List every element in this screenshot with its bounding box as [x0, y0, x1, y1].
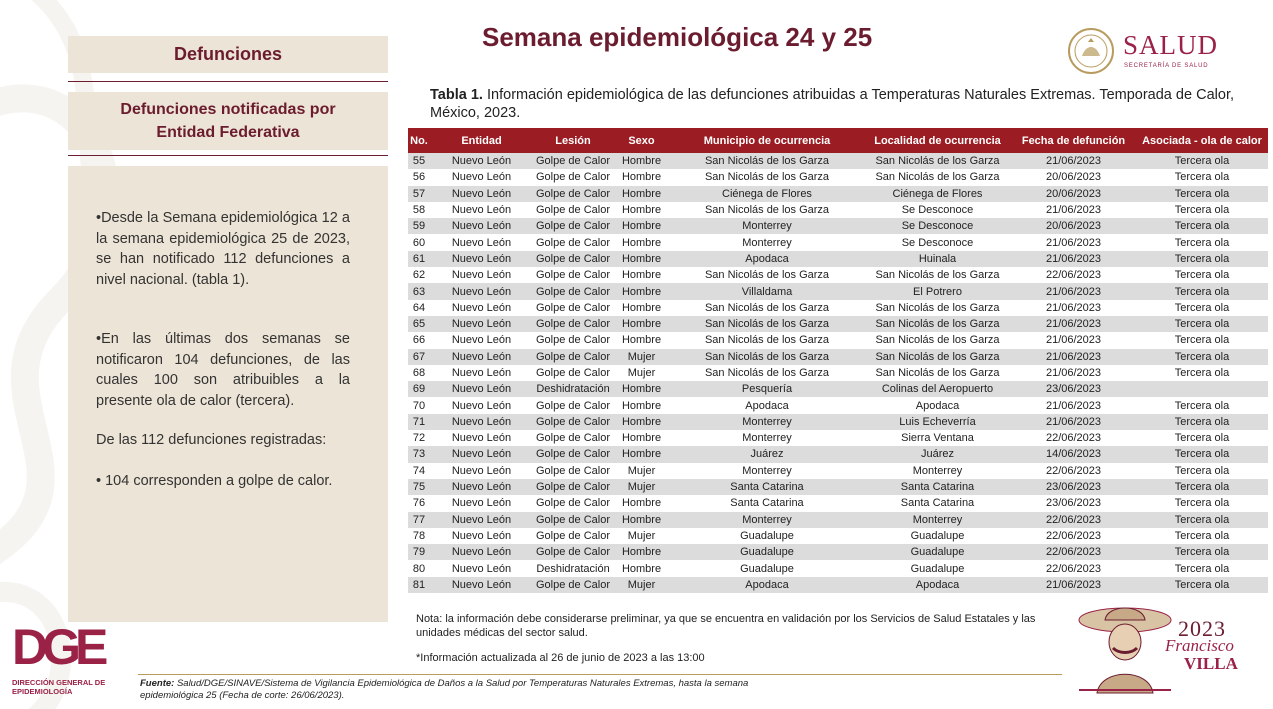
- table-cell: Tercera ola: [1174, 399, 1230, 412]
- table-row: [408, 495, 1268, 511]
- table-cell: Nuevo León: [451, 269, 512, 282]
- table-row: [408, 300, 1268, 316]
- table-cell: Mujer: [627, 464, 656, 477]
- table-cell: Golpe de Calor: [536, 529, 610, 542]
- table-cell: Hombre: [621, 236, 662, 249]
- table-cell: Golpe de Calor: [536, 513, 610, 526]
- table-cell: Golpe de Calor: [536, 432, 610, 445]
- table-cell: 57: [412, 187, 426, 200]
- table-cell: Monterrey: [742, 464, 792, 477]
- table-cell: Nuevo León: [451, 285, 512, 298]
- table-cell: Hombre: [621, 187, 662, 200]
- table-cell: Villaldama: [741, 285, 793, 298]
- table-cell: Nuevo León: [451, 399, 512, 412]
- table-cell: San Nicolás de los Garza: [704, 204, 830, 217]
- table-cell: Apodaca: [745, 578, 789, 591]
- table-cell: Mujer: [627, 578, 656, 591]
- table-cell: 64: [412, 301, 426, 314]
- table-cell: Se Desconoce: [901, 236, 974, 249]
- table-cell: Nuevo León: [451, 236, 512, 249]
- table-cell: 67: [412, 350, 426, 363]
- table-cell: Guadalupe: [740, 529, 794, 542]
- table-cell: Deshidratación: [536, 383, 610, 396]
- table-cell: Juárez: [920, 448, 955, 461]
- table-cell: Tercera ola: [1174, 562, 1230, 575]
- table-cell: 23/06/2023: [1045, 481, 1102, 494]
- table-row: [408, 544, 1268, 560]
- table-row: [408, 397, 1268, 413]
- table-cell: 61: [412, 252, 426, 265]
- table-row: [408, 251, 1268, 267]
- table-cell: San Nicolás de los Garza: [704, 269, 830, 282]
- villa-logo-last: VILLA: [1184, 654, 1238, 673]
- table-cell: Ciénega de Flores: [892, 187, 983, 200]
- footer-divider: [138, 674, 1062, 675]
- table-cell: Golpe de Calor: [536, 481, 610, 494]
- table-header-cell: Asociada - ola de calor: [1142, 134, 1262, 147]
- table-cell: 20/06/2023: [1045, 171, 1102, 184]
- dge-logo: DGE: [12, 619, 103, 675]
- table-cell: 21/06/2023: [1045, 252, 1102, 265]
- table-cell: San Nicolás de los Garza: [875, 334, 1000, 347]
- table-cell: 22/06/2023: [1045, 562, 1102, 575]
- table-cell: Nuevo León: [451, 546, 512, 559]
- table-row: [408, 316, 1268, 332]
- table-cell: Guadalupe: [910, 546, 965, 559]
- table-cell: 23/06/2023: [1045, 383, 1102, 396]
- table-body: [408, 153, 1268, 593]
- table-cell: Tercera ola: [1174, 155, 1230, 168]
- table-cell: 22/06/2023: [1045, 546, 1102, 559]
- table-cell: 22/06/2023: [1045, 513, 1102, 526]
- table-cell: Apodaca: [745, 399, 789, 412]
- salud-logo-subtext: SECRETARÍA DE SALUD: [1124, 63, 1209, 69]
- table-cell: Mujer: [627, 350, 656, 363]
- table-row: [408, 234, 1268, 250]
- table-row: [408, 577, 1268, 593]
- table-cell: Hombre: [621, 285, 662, 298]
- table-cell: Golpe de Calor: [536, 367, 610, 379]
- table-cell: Guadalupe: [740, 562, 794, 575]
- table-cell: Se Desconoce: [901, 220, 974, 233]
- villa-logo-year: 2023: [1178, 616, 1226, 641]
- table-cell: Golpe de Calor: [536, 399, 610, 412]
- table-cell: Hombre: [621, 415, 662, 428]
- table-cell: Santa Catarina: [730, 481, 804, 494]
- table-cell: Hombre: [621, 252, 662, 265]
- table-cell: San Nicolás de los Garza: [875, 350, 1000, 363]
- table-caption: [430, 86, 1234, 122]
- table-cell: 23/06/2023: [1045, 497, 1102, 510]
- table-cell: Santa Catarina: [900, 497, 975, 510]
- table-cell: Golpe de Calor: [536, 334, 610, 347]
- table-cell: Guadalupe: [910, 529, 965, 542]
- page-title: Semana epidemiológica 24 y 25: [482, 22, 873, 52]
- table-cell: Monterrey: [912, 513, 963, 526]
- table-cell: 22/06/2023: [1045, 529, 1102, 542]
- table-cell: Nuevo León: [451, 350, 512, 363]
- table-row: [408, 186, 1268, 202]
- table-row: [408, 218, 1268, 234]
- table-cell: Nuevo León: [451, 497, 512, 510]
- table-cell: Monterrey: [742, 236, 792, 249]
- table-cell: Golpe de Calor: [536, 546, 610, 559]
- table-cell: 21/06/2023: [1045, 367, 1102, 379]
- table-cell: Golpe de Calor: [536, 448, 610, 461]
- table-cell: San Nicolás de los Garza: [704, 301, 830, 314]
- table-cell: Apodaca: [745, 252, 789, 265]
- table-row: [408, 528, 1268, 544]
- table-cell: Tercera ola: [1174, 546, 1230, 559]
- table-cell: Tercera ola: [1174, 529, 1230, 542]
- table-cell: 63: [412, 285, 426, 298]
- table-cell: Nuevo León: [451, 301, 512, 314]
- table-caption-text: Información epidemiológica de las defunciones atribuidas a Temperaturas Naturales Extremas. Temporada de Calor, México, 2023.: [430, 87, 1234, 121]
- table-row: [408, 365, 1268, 381]
- table-cell: Golpe de Calor: [536, 415, 610, 428]
- table-cell: 21/06/2023: [1045, 301, 1102, 314]
- table-cell: 68: [412, 367, 426, 379]
- table-cell: Golpe de Calor: [536, 350, 610, 363]
- table-cell: San Nicolás de los Garza: [704, 318, 830, 331]
- table-cell: Golpe de Calor: [536, 171, 610, 184]
- table-cell: 74: [412, 464, 426, 477]
- table-cell: Huinala: [918, 252, 957, 265]
- table-cell: 21/06/2023: [1045, 318, 1102, 331]
- table-cell: Apodaca: [915, 578, 960, 591]
- table-cell: 21/06/2023: [1045, 578, 1102, 591]
- table-cell: Golpe de Calor: [536, 236, 610, 249]
- section-title: Defunciones: [173, 44, 283, 64]
- table-cell: Golpe de Calor: [536, 204, 610, 217]
- table-cell: 81: [412, 578, 426, 591]
- table-cell: Golpe de Calor: [536, 578, 610, 591]
- table-cell: San Nicolás de los Garza: [875, 367, 1000, 379]
- table-row: [408, 414, 1268, 430]
- table-cell: San Nicolás de los Garza: [704, 367, 830, 379]
- summary-bullet-3: • 104 corresponden a golpe de calor.: [96, 473, 333, 489]
- table-cell: Hombre: [621, 220, 662, 233]
- table-cell: El Potrero: [913, 285, 962, 298]
- table-cell: 21/06/2023: [1045, 204, 1102, 217]
- source-label: Fuente:: [140, 678, 175, 689]
- table-cell: Hombre: [621, 155, 662, 168]
- table-cell: Tercera ola: [1174, 236, 1230, 249]
- table-cell: Ciénega de Flores: [722, 187, 812, 200]
- table-row: [408, 169, 1268, 185]
- table-cell: Deshidratación: [536, 562, 610, 575]
- table-cell: 56: [412, 171, 426, 184]
- table-cell: Monterrey: [742, 513, 792, 526]
- table-cell: Nuevo León: [451, 155, 512, 168]
- table-cell: Tercera ola: [1174, 415, 1230, 428]
- table-cell: San Nicolás de los Garza: [875, 171, 1000, 184]
- national-seal-icon: [1066, 26, 1116, 76]
- table-cell: Hombre: [621, 269, 662, 282]
- salud-logo-text: SALUD: [1123, 30, 1219, 60]
- table-row: [408, 479, 1268, 495]
- table-cell: Tercera ola: [1174, 513, 1230, 526]
- table-cell: San Nicolás de los Garza: [875, 155, 1000, 168]
- table-cell: Tercera ola: [1174, 285, 1230, 298]
- table-cell: Nuevo León: [451, 252, 512, 265]
- table-cell: Luis Echeverría: [899, 415, 976, 428]
- section-title-box: [68, 36, 388, 73]
- table-cell: Nuevo León: [451, 448, 512, 461]
- table-cell: Tercera ola: [1174, 432, 1230, 445]
- table-cell: Nuevo León: [451, 529, 512, 542]
- table-cell: San Nicolás de los Garza: [704, 334, 830, 347]
- table-cell: 73: [412, 448, 426, 461]
- section-subtitle: Defunciones notificadas por Entidad Federativa: [120, 101, 336, 141]
- table-cell: 21/06/2023: [1045, 236, 1102, 249]
- table-cell: Nuevo León: [451, 220, 512, 233]
- table-cell: 77: [412, 513, 426, 526]
- table-cell: Golpe de Calor: [536, 220, 610, 233]
- table-cell: Golpe de Calor: [536, 285, 610, 298]
- table-cell: 66: [412, 334, 426, 347]
- table-cell: 21/06/2023: [1045, 350, 1102, 363]
- table-cell: 55: [412, 155, 426, 168]
- table-cell: Hombre: [621, 513, 662, 526]
- table-cell: 72: [412, 432, 426, 445]
- table-row: [408, 430, 1268, 446]
- table-cell: Nuevo León: [451, 171, 512, 184]
- table-cell: 59: [412, 220, 426, 233]
- table-cell: Golpe de Calor: [536, 269, 610, 282]
- table-cell: Tercera ola: [1174, 318, 1230, 331]
- table-cell: San Nicolás de los Garza: [704, 171, 830, 184]
- table-header-cell: Sexo: [628, 134, 655, 147]
- table-cell: 75: [412, 481, 426, 494]
- table-cell: Monterrey: [742, 220, 792, 233]
- table-cell: 76: [412, 497, 426, 510]
- table-header-cell: Municipio de ocurrencia: [703, 134, 831, 147]
- source-text: Salud/DGE/SINAVE/Sistema de Vigilancia Epidemiológica de Daños a la Salud por Temperaturas Naturales Extremas, hasta la semana epidemiológica 25 (Fecha de corte: 26/06/2023).: [140, 678, 749, 701]
- table-cell: Tercera ola: [1174, 269, 1230, 282]
- table-cell: Hombre: [621, 318, 662, 331]
- table-cell: 21/06/2023: [1045, 334, 1102, 347]
- table-cell: Hombre: [621, 432, 662, 445]
- table-cell: Santa Catarina: [730, 497, 804, 510]
- table-cell: Mujer: [627, 481, 656, 494]
- table-cell: Mujer: [627, 367, 656, 379]
- table-cell: 70: [412, 399, 426, 412]
- table-cell: 21/06/2023: [1045, 399, 1102, 412]
- table-cell: 79: [412, 546, 426, 559]
- table-cell: 21/06/2023: [1045, 415, 1102, 428]
- table-cell: Nuevo León: [451, 334, 512, 347]
- table-cell: Guadalupe: [740, 546, 794, 559]
- table-row: [408, 202, 1268, 218]
- table-cell: San Nicolás de los Garza: [875, 318, 1000, 331]
- table-cell: Tercera ola: [1174, 497, 1230, 510]
- table-cell: Tercera ola: [1174, 367, 1230, 379]
- table-cell: 78: [412, 529, 426, 542]
- table-cell: Tercera ola: [1174, 578, 1230, 591]
- table-row: [408, 446, 1268, 462]
- table-cell: Tercera ola: [1174, 350, 1230, 363]
- table-cell: Se Desconoce: [901, 204, 974, 217]
- table-header-row: [408, 128, 1268, 153]
- table-cell: Pesquería: [741, 383, 793, 396]
- table-cell: Hombre: [621, 334, 662, 347]
- table-cell: Monterrey: [742, 432, 792, 445]
- table-cell: Nuevo León: [451, 432, 512, 445]
- table-cell: 65: [412, 318, 426, 331]
- table-cell: 22/06/2023: [1045, 269, 1102, 282]
- table-cell: Sierra Ventana: [901, 432, 974, 445]
- table-header-cell: No.: [410, 134, 428, 147]
- table-cell: 14/06/2023: [1045, 448, 1102, 461]
- table-cell: Nuevo León: [451, 383, 512, 396]
- table-cell: Golpe de Calor: [536, 301, 610, 314]
- table-cell: 62: [412, 269, 426, 282]
- table-row: [408, 332, 1268, 348]
- table-cell: Golpe de Calor: [536, 464, 610, 477]
- table-cell: Nuevo León: [451, 578, 512, 591]
- table-cell: 20/06/2023: [1045, 220, 1102, 233]
- table-header-cell: Fecha de defunción: [1021, 134, 1126, 147]
- table-cell: Tercera ola: [1174, 301, 1230, 314]
- table-cell: Mujer: [627, 529, 656, 542]
- table-row: [408, 512, 1268, 528]
- source-note: [140, 678, 780, 701]
- table-cell: Tercera ola: [1174, 220, 1230, 233]
- table-cell: Nuevo León: [451, 481, 512, 494]
- table-cell: Golpe de Calor: [536, 497, 610, 510]
- table-cell: Tercera ola: [1174, 481, 1230, 494]
- table-cell: Tercera ola: [1174, 334, 1230, 347]
- table-cell: 21/06/2023: [1045, 285, 1102, 298]
- table-cell: 22/06/2023: [1045, 432, 1102, 445]
- table-row: [408, 283, 1268, 299]
- table-cell: Monterrey: [742, 415, 792, 428]
- table-cell: Hombre: [621, 546, 662, 559]
- subtitle-box: [68, 92, 388, 150]
- table-cell: Hombre: [621, 204, 662, 217]
- table-row: [408, 381, 1268, 397]
- table-cell: Golpe de Calor: [536, 252, 610, 265]
- table-cell: Tercera ola: [1174, 187, 1230, 200]
- table-cell: Golpe de Calor: [536, 318, 610, 331]
- table-cell: 20/06/2023: [1045, 187, 1102, 200]
- table-cell: Hombre: [621, 399, 662, 412]
- table-cell: Colinas del Aeropuerto: [881, 383, 994, 396]
- deaths-table: [408, 128, 1268, 593]
- table-cell: Nuevo León: [451, 562, 512, 575]
- table-cell: Hombre: [621, 171, 662, 184]
- table-cell: Nuevo León: [451, 464, 512, 477]
- table-row: [408, 560, 1268, 576]
- table-cell: Nuevo León: [451, 187, 512, 200]
- table-cell: Monterrey: [912, 464, 963, 477]
- summary-bullet-1: •Desde la Semana epidemiológica 12 a la semana epidemiológica 25 de 2023, se han notificado 112 defunciones a nivel nacional. (tabla 1).: [96, 210, 350, 288]
- table-cell: San Nicolás de los Garza: [704, 155, 830, 168]
- table-cell: San Nicolás de los Garza: [875, 301, 1000, 314]
- table-cell: Hombre: [621, 383, 662, 396]
- table-cell: Nuevo León: [451, 415, 512, 428]
- villa-logo-first: Francisco: [1165, 636, 1234, 655]
- table-cell: Golpe de Calor: [536, 155, 610, 168]
- table-cell: 60: [412, 236, 426, 249]
- divider: [68, 81, 388, 82]
- table-row: [408, 349, 1268, 365]
- table-cell: 22/06/2023: [1045, 464, 1102, 477]
- table-cell: 71: [412, 415, 426, 428]
- table-cell: [1136, 381, 1268, 397]
- table-cell: 58: [412, 204, 426, 217]
- table-cell: Hombre: [621, 497, 662, 510]
- summary-lead: De las 112 defunciones registradas:: [96, 432, 327, 448]
- table-cell: Santa Catarina: [900, 481, 975, 494]
- table-cell: Tercera ola: [1174, 171, 1230, 184]
- table-cell: Juárez: [750, 448, 784, 461]
- table-cell: Tercera ola: [1174, 464, 1230, 477]
- divider: [68, 155, 388, 156]
- table-header-cell: Lesión: [555, 134, 591, 147]
- table-cell: San Nicolás de los Garza: [704, 350, 830, 363]
- table-cell: Hombre: [621, 448, 662, 461]
- summary-bullet-2: •En las últimas dos semanas se notificaron 104 defunciones, de las cuales 100 son atribuibles a la presente ola de calor (tercera).: [96, 331, 350, 409]
- table-cell: 21/06/2023: [1045, 155, 1102, 168]
- table-cell: Nuevo León: [451, 513, 512, 526]
- table-row: [408, 267, 1268, 283]
- table-cell: Guadalupe: [910, 562, 965, 575]
- summary-panel: [68, 166, 388, 622]
- table-caption-label: Tabla 1.: [430, 87, 483, 103]
- table-cell: Golpe de Calor: [536, 187, 610, 200]
- table-cell: Hombre: [621, 301, 662, 314]
- table-row: [408, 153, 1268, 169]
- table-cell: Apodaca: [915, 399, 960, 412]
- table-cell: Nuevo León: [451, 367, 512, 379]
- table-cell: Tercera ola: [1174, 448, 1230, 461]
- table-cell: Hombre: [621, 562, 662, 575]
- table-cell: 69: [412, 383, 426, 396]
- table-cell: Tercera ola: [1174, 252, 1230, 265]
- table-header-cell: Entidad: [461, 134, 502, 147]
- dge-logo-text: DIRECCIÓN GENERAL DE EPIDEMIOLOGÍA: [12, 678, 106, 696]
- table-cell: Tercera ola: [1174, 204, 1230, 217]
- table-row: [408, 463, 1268, 479]
- table-cell: San Nicolás de los Garza: [875, 269, 1000, 282]
- table-cell: Nuevo León: [451, 318, 512, 331]
- table-note: Nota: la información debe considerarse preliminar, ya que se encuentra en validación por los Servicios de Salud Estatales y las unidades médicas del sector salud.: [416, 613, 1036, 639]
- table-header-cell: Localidad de ocurrencia: [874, 134, 1001, 147]
- table-cell: Nuevo León: [451, 204, 512, 217]
- table-cell: 80: [412, 562, 426, 575]
- update-note: *Información actualizada al 26 de junio de 2023 a las 13:00: [416, 652, 705, 664]
